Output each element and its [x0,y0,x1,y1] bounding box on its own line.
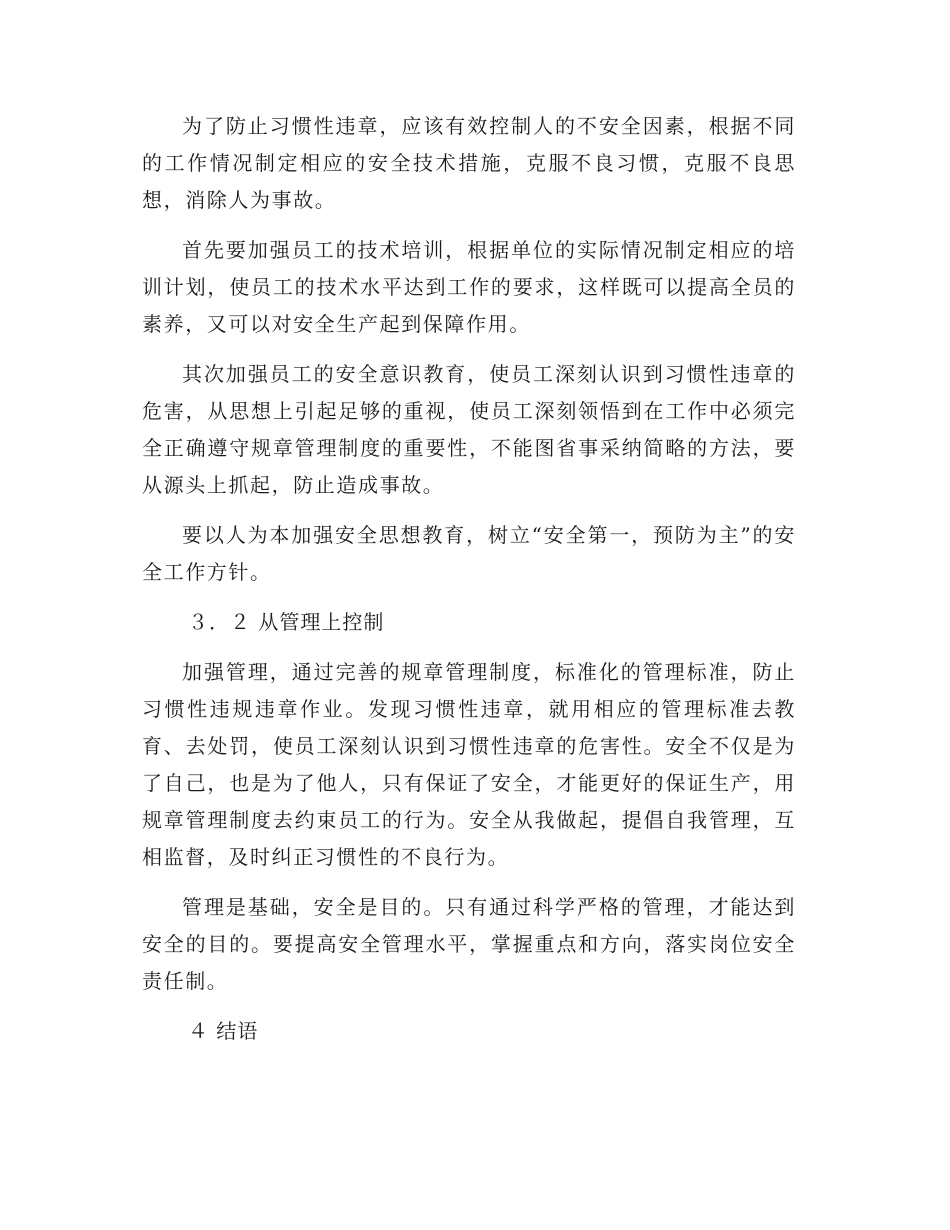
paragraph: 加强管理，通过完善的规章管理制度，标准化的管理标准，防止习惯性违规违章作业。发现习惯性违章，就用相应的管理标准去教育、去处罚，使员工深刻认识到习惯性违章的危害性。安全不仅是为了自己，也是为了他人，只有保证了安全，才能更好的保证生产，用规章管理制度去约束员工的行为。安全从我做起，提倡自我管理，互相监督，及时纠正习惯性的不良行为。 [142,660,796,869]
paragraph: 要以人为本加强安全思想教育，树立“安全第一，预防为主”的安全工作方针。 [142,523,796,584]
section-heading: ４ 结语 [188,1019,259,1043]
paragraph: 为了防止习惯性违章，应该有效控制人的不安全因素，根据不同的工作情况制定相应的安全技术措施，克服不良习惯，克服不良思想，消除人为事故。 [142,114,796,212]
document-body [142,108,796,1063]
paragraph: 首先要加强员工的技术培训，根据单位的实际情况制定相应的培训计划，使员工的技术水平达到工作的要求，这样既可以提高全员的素养，又可以对安全生产起到保障作用。 [142,238,796,336]
paragraph: 其次加强员工的安全意识教育，使员工深刻认识到习惯性违章的危害，从思想上引起足够的重视，使员工深刻领悟到在工作中必须完全正确遵守规章管理制度的重要性，不能图省事采纳简略的方法，要从源头上抓起，防止造成事故。 [142,362,796,497]
section-heading: ３．２ 从管理上控制 [188,610,385,634]
paragraph: 管理是基础，安全是目的。只有通过科学严格的管理，才能达到安全的目的。要提高安全管理水平，掌握重点和方向，落实岗位安全责任制。 [142,895,796,993]
